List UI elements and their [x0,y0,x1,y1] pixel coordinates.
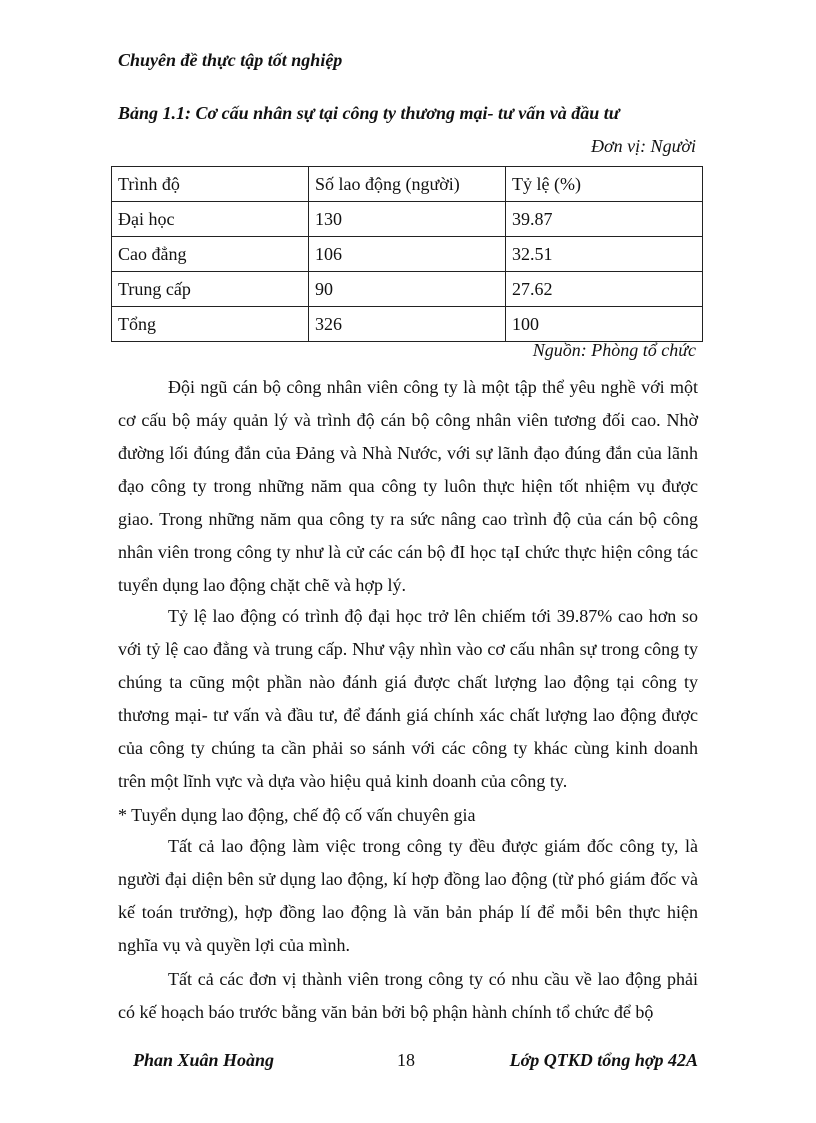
table-cell-count: 326 [309,307,506,342]
table-row [112,272,703,307]
paragraph-education-ratio: Tỷ lệ lao động có trình độ đại học trở lên chiếm tới 39.87% cao hơn so với tỷ lệ cao đẳng và trung cấp. Như vậy nhìn vào cơ cấu nhân sự trong công ty chúng ta cũng một phần nào đánh giá được chất lượng lao động tại công ty thương mại- tư vấn và đầu tư, để đánh giá chính xác chất lượng lao động được của công ty chúng ta cần phải so sánh với các công ty khác cùng kinh doanh trên một lĩnh vực và dựa vào hiệu quả kinh doanh của công ty. [118,606,698,791]
table-unit-note: Đơn vị: Người [590,136,696,156]
staff-structure-table [111,166,703,342]
column-header-ratio: Tỷ lệ (%) [506,167,703,202]
table-cell-count: 130 [309,202,506,237]
table-cell-count: 106 [309,237,506,272]
table-cell-level: Đại học [112,202,309,237]
table-cell-level: Trung cấp [112,272,309,307]
table-row [112,237,703,272]
footer-page-number: 18 [397,1050,415,1070]
table-caption: Bảng 1.1: Cơ cấu nhân sự tại công ty thương mại- tư vấn và đầu tư [118,103,620,123]
table-cell-ratio: 32.51 [506,237,703,272]
table-row [112,202,703,237]
paragraph-staff-overview: Đội ngũ cán bộ công nhân viên công ty là một tập thể yêu nghề với một cơ cấu bộ máy quản lý và trình độ cán bộ công nhân viên tương đối cao. Nhờ đường lối đúng đắn của Đảng và Nhà Nước, với sự lãnh đạo đúng đắn của lãnh đạo công ty trong những năm qua công ty luôn thực hiện tốt nhiệm vụ được giao. Trong những năm qua công ty ra sức nâng cao trình độ của cán bộ công nhân viên trong công ty như là cử các cán bộ đI học tạI chức thực hiện công tác tuyển dụng lao động chặt chẽ và hợp lý. [118,377,698,595]
table-cell-level: Tổng [112,307,309,342]
footer-author: Phan Xuân Hoàng [133,1050,275,1070]
paragraph-labor-planning: Tất cả các đơn vị thành viên trong công ty có nhu cầu về lao động phải có kế hoạch báo trước bằng văn bản bởi bộ phận hành chính tổ chức để bộ [118,969,698,1022]
column-header-level: Trình độ [112,167,309,202]
table-cell-ratio: 39.87 [506,202,703,237]
table-cell-count: 90 [309,272,506,307]
footer-class-name: Lớp QTKD tổng hợp 42A [509,1050,698,1070]
paragraph-labor-contracts: Tất cả lao động làm việc trong công ty đều được giám đốc công ty, là người đại diện bên sử dụng lao động, kí hợp đồng lao động (từ phó giám đốc và kế toán trưởng), hợp đồng lao động là văn bản pháp lí để mỗi bên thực hiện nghĩa vụ và quyền lợi của mình. [118,836,698,955]
table-cell-ratio: 27.62 [506,272,703,307]
document-header-title: Chuyên đề thực tập tốt nghiệp [118,50,343,70]
section-bullet-recruitment: * Tuyển dụng lao động, chế độ cố vấn chuyên gia [118,805,476,825]
table-cell-level: Cao đẳng [112,237,309,272]
table-source-note: Nguồn: Phòng tổ chức [532,340,696,360]
table-total-row [112,307,703,342]
table-cell-ratio: 100 [506,307,703,342]
table-header-row [112,167,703,202]
column-header-count: Số lao động (người) [309,167,506,202]
